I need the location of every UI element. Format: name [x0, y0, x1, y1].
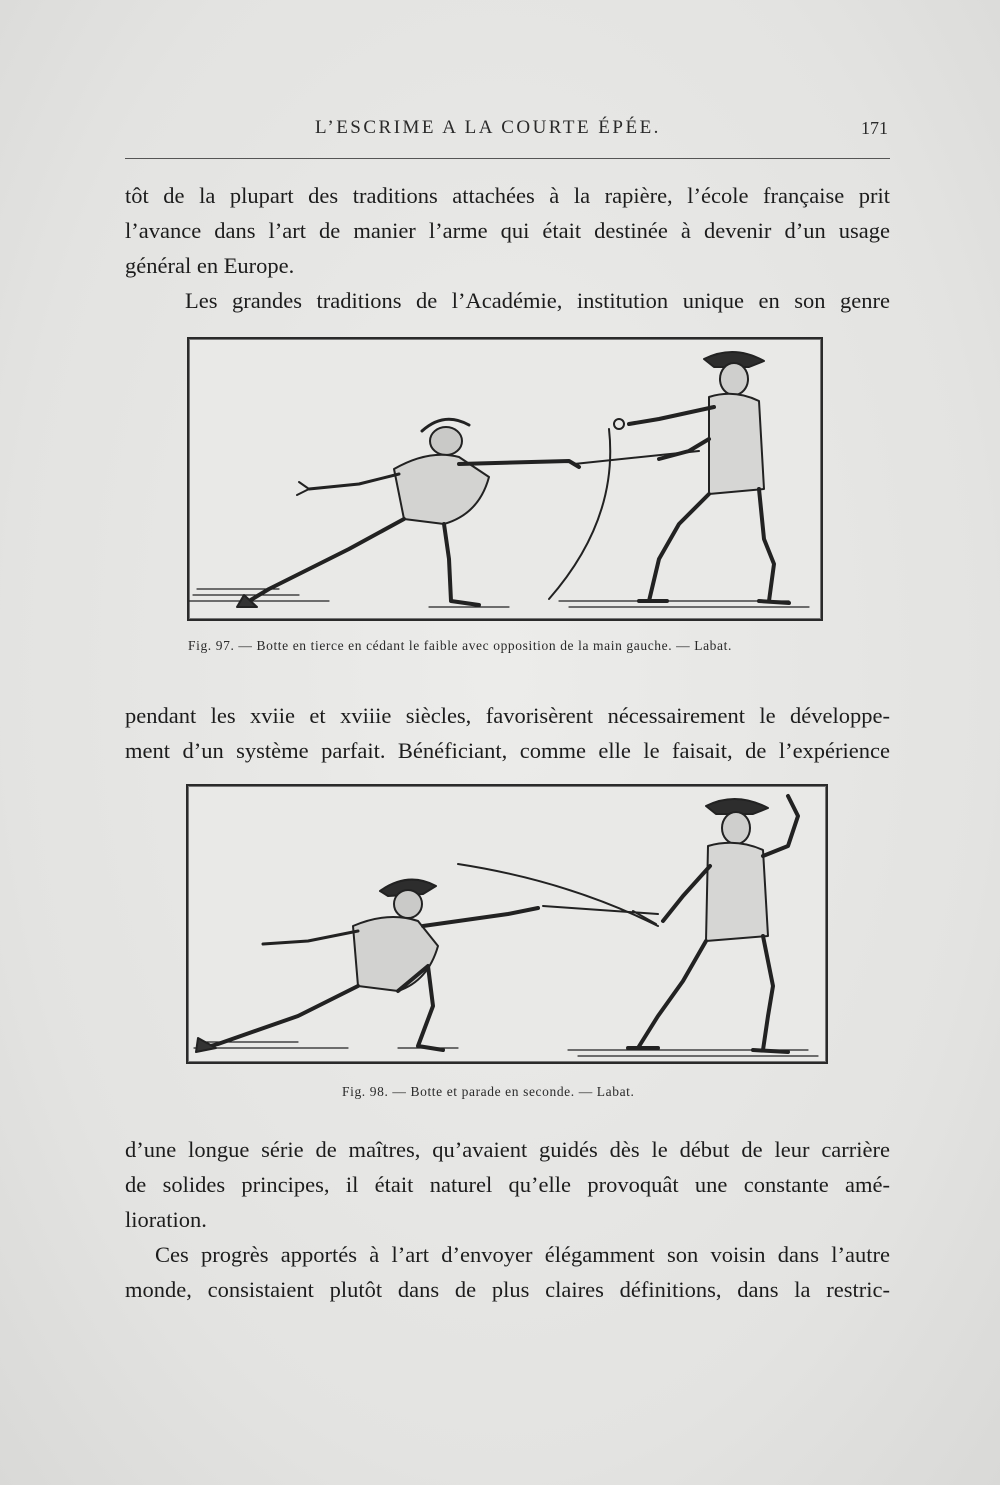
figure-97-caption: Fig. 97. — Botte en tierce en cédant le faible avec opposition de la main gauche. — Labat. [188, 638, 732, 653]
right-fencer [629, 352, 789, 603]
text-line: Les grandes traditions de l’Académie, institution unique en son genre [185, 288, 890, 313]
running-head [125, 113, 890, 145]
figure-98-engraving [186, 784, 828, 1064]
fencing-engraving-97 [189, 339, 821, 619]
text-line: pendant les xviie et xviiie siècles, favorisèrent nécessairement le développe- [125, 703, 890, 728]
text-line: d’une longue série de maîtres, qu’avaient guidés dès le début de leur carrière [125, 1137, 890, 1162]
text-line: tôt de la plupart des traditions attachées à la rapière, l’école française prit [125, 183, 890, 208]
text-line: Ces progrès apportés à l’art d’envoyer élégamment son voisin dans l’autre [155, 1242, 890, 1267]
running-title: L’ESCRIME A LA COURTE ÉPÉE. [315, 117, 661, 138]
swords [549, 419, 699, 599]
text-line: monde, consistaient plutôt dans de plus claires définitions, dans la restric- [125, 1277, 890, 1302]
fencing-engraving-98 [188, 786, 826, 1062]
ground-shading [194, 1042, 818, 1056]
paragraph-3 [125, 698, 890, 768]
text-line: l’avance dans l’art de manier l’arme qui était destinée à devenir d’un usage [125, 218, 890, 243]
text-line: de solides principes, il était naturel qu’elle provoquât une constante amé- [125, 1172, 890, 1197]
figure-98-caption: Fig. 98. — Botte et parade en seconde. — Labat. [342, 1084, 635, 1099]
page-number: 171 [861, 118, 888, 138]
text-line: général en Europe. [125, 253, 295, 278]
paragraph-4 [125, 1132, 890, 1237]
ground-shading [189, 589, 809, 607]
figure-97-engraving [187, 337, 823, 621]
text-line: lioration. [125, 1207, 207, 1232]
text-line: ment d’un système parfait. Bénéficiant, comme elle le faisait, de l’expérience [125, 738, 890, 763]
left-fencer [237, 419, 579, 607]
header-rule [125, 158, 890, 159]
left-fencer [196, 880, 538, 1052]
paragraph-5 [125, 1237, 890, 1307]
paragraph-2 [125, 283, 890, 318]
paragraph-1 [125, 178, 890, 283]
